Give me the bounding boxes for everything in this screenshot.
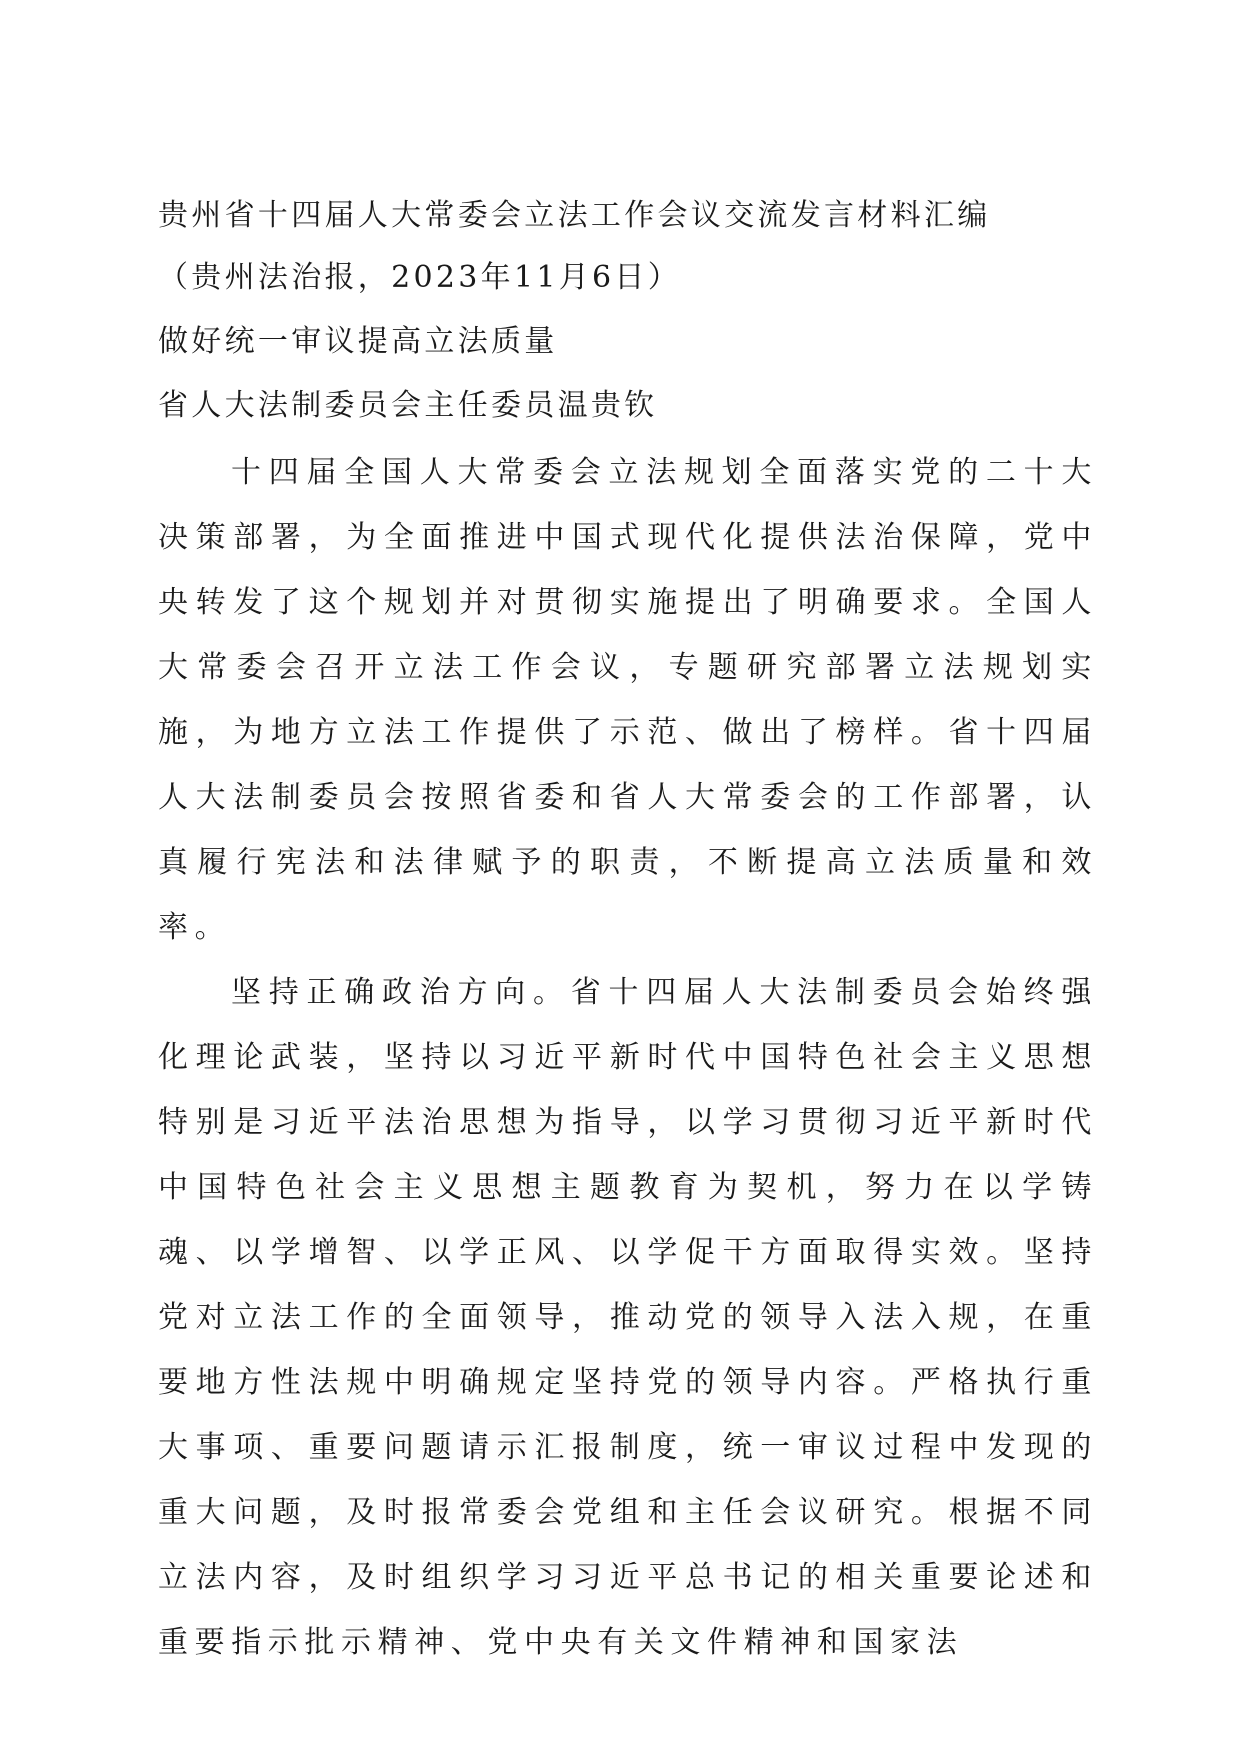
paragraph-1: 十四届全国人大常委会立法规划全面落实党的二十大决策部署，为全面推进中国式现代化提供法治保障，党中央转发了这个规划并对贯彻实施提出了明确要求。全国人大常委会召开立法工作会议，专题研究部署立法规划实施，为地方立法工作提供了示范、做出了榜样。省十四届人大法制委员会按照省委和省人大常委会的工作部署，认真履行宪法和法律赋予的职责，不断提高立法质量和效率。 (158, 455, 1098, 945)
article-body (158, 440, 1098, 1675)
author-line: 省人大法制委员会主任委员温贵钦 (158, 388, 658, 423)
paragraph-2: 坚持正确政治方向。省十四届人大法制委员会始终强化理论武装，坚持以习近平新时代中国特色社会主义思想特别是习近平法治思想为指导，以学习贯彻习近平新时代中国特色社会主义思想主题教育为契机，努力在以学铸魂、以学增智、以学正风、以学促干方面取得实效。坚持党对立法工作的全面领导，推动党的领导入法入规，在重要地方性法规中明确规定坚持党的领导内容。严格执行重大事项、重要问题请示汇报制度，统一审议过程中发现的重大问题，及时报常委会党组和主任会议研究。根据不同立法内容，及时组织学习习近平总书记的相关重要论述和重要指示批示精神、党中央有关文件精神和国家法 (158, 975, 1098, 1660)
collection-title: 贵州省十四届人大常委会立法工作会议交流发言材料汇编 (158, 198, 991, 233)
source-line: （贵州法治报，2023年11月6日） (158, 260, 682, 295)
article-title: 做好统一审议提高立法质量 (158, 324, 558, 359)
